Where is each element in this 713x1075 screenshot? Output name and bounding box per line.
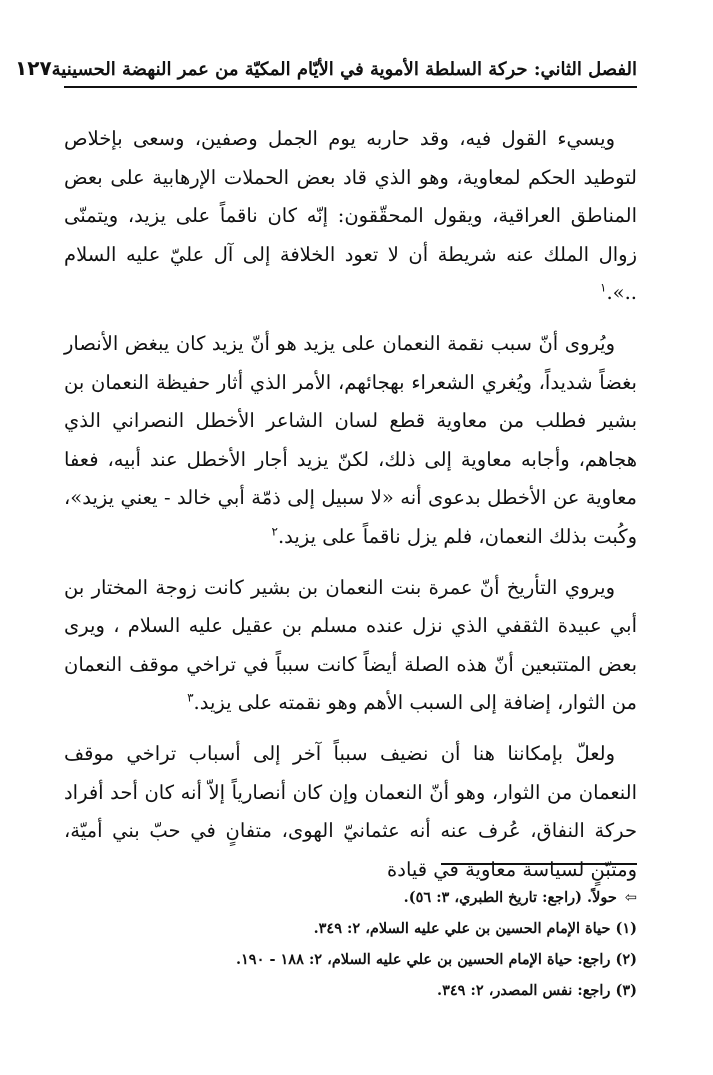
paragraph-text: ويروي التأريخ أنّ عمرة بنت النعمان بن بشير كانت زوجة المختار بن أبي عبيدة الثقفي الذي نزل عنده مسلم بن عقيل عليه السلام ، ويرى بعض المتتبعين أنّ هذه الصلة أيضاً كانت سبباً في تراخي موقف النعمان من الثوار، إضافة إلى السبب الأهم وهو نقمته على يزيد. [64, 575, 637, 715]
paragraph-3 [64, 569, 637, 723]
footnote-divider [441, 863, 637, 865]
footnote-3: (٣) راجع: نفس المصدر، ٢: ٣٤٩. [437, 982, 637, 999]
paragraph-text: ويُروى أنّ سبب نقمة النعمان على يزيد هو أنّ يزيد كان يبغض الأنصار بغضاً شديداً، ويُغري الشعراء بهجائهم، الأمر الذي أثار حفيظة النعمان بن بشير فطلب من معاوية قطع لسان الشاعر الأخطل النصراني الذي هجاهم، وأجابه معاوية إلى ذلك، لكنّ يزيد أجار الأخطل عند أبيه، فعفا معاوية عن الأخطل بدعوى أنه «لا سبيل إلى ذمّة أبي خالد - يعني يزيد»، وكُبت بذلك النعمان، فلم يزل ناقماً على يزيد. [64, 331, 637, 548]
running-header [15, 50, 637, 88]
paragraph-4 [64, 735, 637, 889]
footnote-continuation [64, 884, 637, 912]
paragraph-text: ولعلّ بإمكاننا هنا أن نضيف سبباً آخر إلى أسباب تراخي موقف النعمان من الثوار، وهو أنّ النعمان وإن كان أنصارياً إلاّ أنه كان أحد أفراد حركة النفاق، عُرف عنه أنه عثمانيّ الهوى، متفانٍ في حبّ بني أميّة، ومتبّنٍ لسياسة معاوية في قيادة [64, 741, 637, 881]
footnote-continuation-text: حولاً. (راجع: تاريخ الطبري، ٣: ٥٦). [403, 889, 617, 906]
continuation-arrow-icon: ⇦ [624, 890, 637, 906]
footnote-ref-2: ٢ [271, 524, 278, 539]
paragraph-2 [64, 325, 637, 557]
footnote-1: (١) حياة الإمام الحسين بن علي عليه السلام، ٢: ٣٤٩. [313, 920, 637, 937]
paragraph-text: ويسيء القول فيه، وقد حاربه يوم الجمل وصفين، وسعى بإخلاص لتوطيد الحكم لمعاوية، وهو الذي قاد بعض الحملات الإرهابية على بعض المناطق العراقية، ويقول المحقّقون: إنّه كان ناقماً على يزيد، ويتمنّى زوال الملك عنه شريطة أن لا تعود الخلافة إلى آل عليّ عليه السلام ..». [64, 127, 637, 305]
paragraph-1 [64, 120, 637, 313]
page-number: ١٢٧ [15, 56, 52, 80]
footnote-ref-3: ٣ [187, 690, 194, 705]
footnote-ref-1: ١ [600, 280, 607, 295]
footnote-2: (٢) راجع: حياة الإمام الحسين بن علي عليه السلام، ٢: ١٨٨ - ١٩٠. [235, 951, 637, 968]
footnotes [64, 884, 637, 1008]
header-chapter-title: حركة السلطة الأموية في الأيّام المكيّة من عمر النهضة الحسينية [51, 59, 534, 80]
header-title [52, 59, 637, 86]
body-text [64, 120, 637, 901]
header-chapter: الفصل الثاني: [533, 59, 637, 80]
